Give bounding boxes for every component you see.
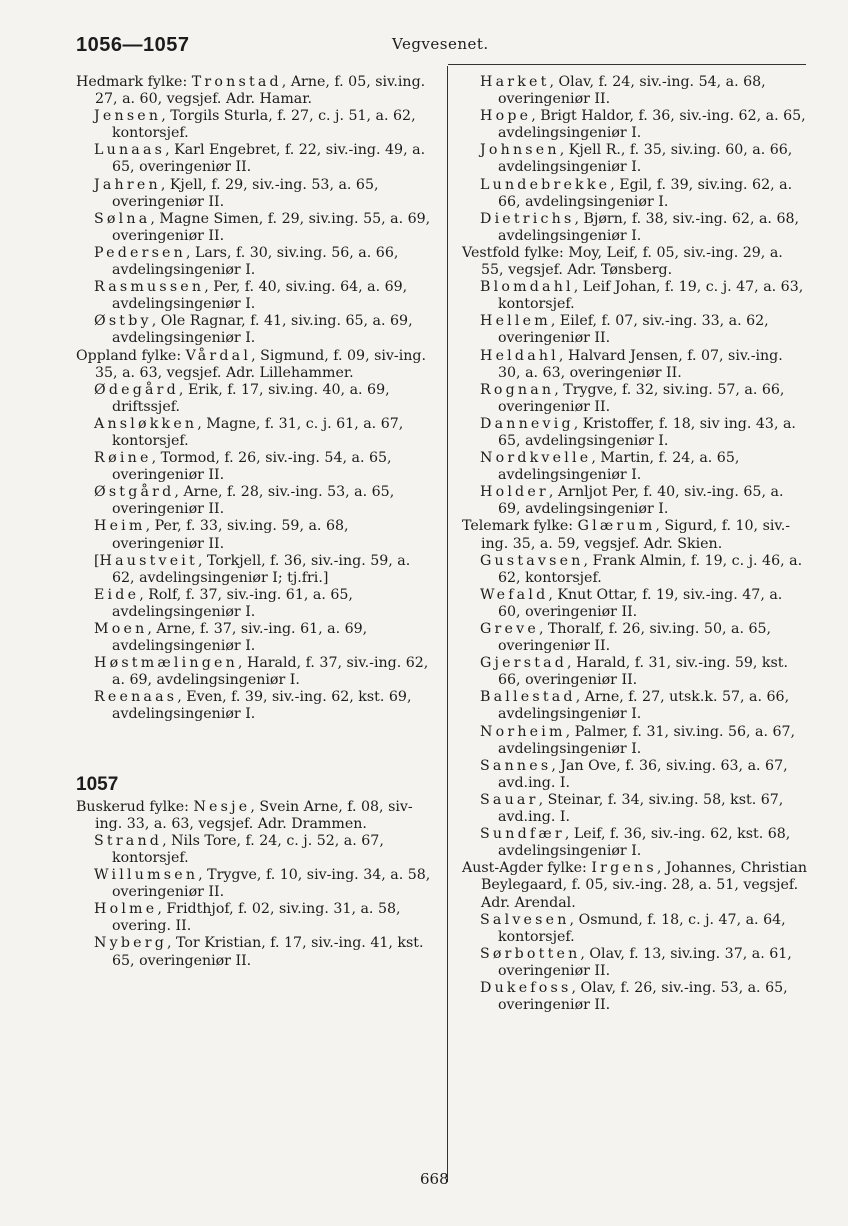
staff-entry xyxy=(76,382,433,416)
entry-details: , Tor Kristian, f. 17, siv.-ing. 41, kst. 65, overingeniør II. xyxy=(112,935,424,969)
staff-entry xyxy=(76,211,433,245)
entry-details: , Tormod, f. 26, siv.-ing. 54, a. 65, overingeniør II. xyxy=(112,450,392,484)
surname: Holme xyxy=(94,901,158,918)
surname: Johnsen xyxy=(480,142,560,159)
surname: Wefald xyxy=(480,586,549,603)
staff-entry xyxy=(462,211,808,245)
staff-entry xyxy=(76,177,433,211)
entry-details: , Svein Arne, f. 08, siv-ing. 33, a. 63, vegsjef. Adr. Drammen. xyxy=(95,798,413,832)
left-column xyxy=(76,74,433,970)
entry-details: , Steinar, f. 34, siv.ing. 58, kst. 67, avd.ing. I. xyxy=(498,791,784,826)
staff-entry xyxy=(462,724,808,758)
surname: Haustveit xyxy=(99,552,198,569)
page-number: 668 xyxy=(420,1170,449,1188)
page-range-header: 1056—1057 xyxy=(76,34,190,56)
staff-entry xyxy=(462,313,808,347)
entry-details: , Olav, f. 26, siv.-ing. 53, a. 65, overingeniør II. xyxy=(498,979,788,1014)
entry-details: , Magne, f. 31, c. j. 61, a. 67, kontorsjef. xyxy=(112,415,404,449)
surname: Dukefoss xyxy=(480,979,572,996)
surname: Rasmussen xyxy=(94,279,205,296)
surname: Sundfær xyxy=(480,826,565,843)
surname: Sauar xyxy=(480,791,539,808)
staff-entry xyxy=(76,313,433,347)
entry-details: , Thoralf, f. 26, siv.ing. 50, a. 65, overingeniør II. xyxy=(498,621,772,655)
staff-entry xyxy=(462,792,808,826)
staff-entry xyxy=(462,484,808,518)
staff-entry xyxy=(76,867,433,901)
surname: Lunaas xyxy=(94,142,166,159)
entry-details: , Kristoffer, f. 18, siv ing. 43, a. 65, avdelingsingeniør I. xyxy=(498,415,796,449)
staff-entry xyxy=(76,142,433,176)
staff-entry xyxy=(462,279,808,313)
surname: Jensen xyxy=(94,108,162,125)
entry-details: , Johannes, Christian Beylegaard, f. 05, siv.-ing. 28, a. 51, vegsjef. Adr. Arendal. xyxy=(481,860,808,911)
surname: Heldahl xyxy=(480,347,559,364)
entry-details: , Olav, f. 24, siv.-ing. 54, a. 68, overingeniør II. xyxy=(498,74,766,108)
surname: Reenaas xyxy=(94,689,178,706)
entry-details: , Eilef, f. 07, siv.-ing. 33, a. 62, overingeniør II. xyxy=(498,313,769,347)
staff-entry xyxy=(76,518,433,552)
entry-details: , Erik, f. 17, siv.ing. 40, a. 69, driftssjef. xyxy=(112,381,390,415)
county-entry xyxy=(462,245,808,279)
entry-details: , Per, f. 33, siv.ing. 59, a. 68, overingeniør II. xyxy=(112,518,349,552)
surname: Gjerstad xyxy=(480,655,568,672)
surname: Ballestad xyxy=(480,689,576,706)
staff-entry xyxy=(462,826,808,860)
entry-details: , Martin, f. 24, a. 65, avdelingsingeniør I. xyxy=(498,450,740,484)
staff-entry xyxy=(76,245,433,279)
surname: Nyberg xyxy=(94,935,167,952)
entry-details: , Torgils Sturla, f. 27, c. j. 51, a. 62, kontorsjef. xyxy=(112,108,416,142)
entry-details: , Arne, f. 27, utsk.k. 57, a. 66, avdelingsingeniør I. xyxy=(498,689,790,723)
surname: Ansløkken xyxy=(94,415,198,432)
entry-details: , Lars, f. 30, siv.ing. 56, a. 66, avdelingsingeniør I. xyxy=(112,244,399,279)
surname: Østgård xyxy=(94,484,175,501)
surname: Holder xyxy=(480,484,549,501)
surname: Rognan xyxy=(480,381,555,398)
staff-entry xyxy=(462,142,808,176)
county-label: Hedmark fylke: xyxy=(76,74,192,90)
surname: Willumsen xyxy=(94,867,199,884)
county-label: Aust-Agder fylke: xyxy=(462,860,592,877)
entry-details: , Even, f. 39, siv.-ing. 62, kst. 69, avdelingsingeniør I. xyxy=(112,689,412,723)
surname: Dannevig xyxy=(480,415,574,432)
staff-entry xyxy=(462,108,808,142)
entry-details: , Fridthjof, f. 02, siv.ing. 31, a. 58, overing. II. xyxy=(112,901,401,935)
staff-entry xyxy=(462,980,808,1014)
surname: Dietrichs xyxy=(480,210,575,227)
staff-entry xyxy=(462,450,808,484)
entry-details: , Rolf, f. 37, siv.-ing. 61, a. 65, avdelingsingeniør I. xyxy=(112,586,353,620)
surname: Vårdal xyxy=(185,347,252,364)
entry-details: , Leif Johan, f. 19, c. j. 47, a. 63, kontorsjef. xyxy=(498,279,804,313)
entry-prefix: [ xyxy=(94,552,100,569)
surname: Hellem xyxy=(480,313,551,330)
entry-details: , Bjørn, f. 38, siv.-ing. 62, a. 68, avdelingsingeniør I. xyxy=(498,210,800,244)
running-title: Vegvesenet. xyxy=(392,35,489,53)
staff-entry xyxy=(462,912,808,946)
staff-entry xyxy=(76,416,433,450)
entry-details: , Olav, f. 13, siv.ing. 37, a. 61, overingeniør II. xyxy=(498,945,792,979)
surname: Røine xyxy=(94,450,152,467)
staff-entry xyxy=(462,177,808,211)
surname: Irgens xyxy=(591,860,657,877)
entry-details: , Egil, f. 39, siv.ing. 62, a. 66, avdelingsingeniør I. xyxy=(498,176,793,210)
entry-details: , Arne, f. 05, siv.ing. 27, a. 60, vegsjef. Adr. Hamar. xyxy=(95,74,426,108)
surname: Sørbotten xyxy=(480,945,581,962)
surname: Moen xyxy=(94,621,148,637)
entry-details: , Karl Engebret, f. 22, siv.-ing. 49, a. 65, overingeniør II. xyxy=(112,142,426,176)
surname: Pedersen xyxy=(94,244,186,261)
surname: Høstmælingen xyxy=(94,655,238,672)
surname: Blomdahl xyxy=(480,279,574,296)
surname: Heim xyxy=(94,518,146,535)
entry-details: , Leif, f. 36, siv.-ing. 62, kst. 68, avdelingsingeniør I. xyxy=(498,826,791,860)
section-number: 1057 xyxy=(76,773,119,795)
entry-details: , Harald, f. 37, siv.-ing. 62, a. 69, avdelingsingeniør I. xyxy=(112,655,429,689)
entry-details: , Trygve, f. 32, siv.ing. 57, a. 66, overingeniør II. xyxy=(498,381,785,415)
surname: Moy xyxy=(568,244,598,261)
surname: Norheim xyxy=(480,723,566,740)
staff-entry xyxy=(76,553,433,587)
column-divider xyxy=(447,66,448,1182)
staff-entry xyxy=(76,108,433,142)
entry-details: , Palmer, f. 31, siv.ing. 56, a. 67, avdelingsingeniør I. xyxy=(498,723,796,757)
staff-entry xyxy=(462,382,808,416)
county-label: Buskerud fylke: xyxy=(76,798,194,815)
surname: Eide xyxy=(94,586,140,603)
entry-details: , Torkjell, f. 36, siv.-ing. 59, a. 62, avdelingsingeniør I; tj.fri.] xyxy=(112,552,411,586)
entry-details: , Arnljot Per, f. 40, siv.-ing. 65, a. 69, avdelingsingeniør I. xyxy=(498,484,784,518)
entry-details: , Trygve, f. 10, siv-ing. 34, a. 58, overingeniør II. xyxy=(112,867,431,901)
surname: Greve xyxy=(480,621,539,637)
staff-entry xyxy=(76,587,433,621)
staff-entry xyxy=(76,901,433,935)
surname: Lundebrekke xyxy=(480,176,611,193)
entry-details: , Brigt Haldor, f. 36, siv.-ing. 62, a. 65, avdelingsingeniør I. xyxy=(498,108,806,142)
county-label: Oppland fylke: xyxy=(76,347,186,364)
surname: Sannes xyxy=(480,757,552,774)
staff-entry xyxy=(462,74,808,108)
county-entry xyxy=(76,348,433,382)
county-label: Telemark fylke: xyxy=(462,518,578,535)
surname: Salvesen xyxy=(480,911,570,928)
county-entry xyxy=(462,518,808,552)
staff-entry xyxy=(76,279,433,313)
surname: Ødegård xyxy=(94,381,179,398)
staff-entry xyxy=(462,621,808,655)
staff-entry xyxy=(462,655,808,689)
surname: Hope xyxy=(480,108,532,125)
entry-details: , Knut Ottar, f. 19, siv.-ing. 47, a. 60, overingeniør II. xyxy=(498,586,783,620)
surname: Tronstad xyxy=(191,74,282,90)
surname: Glærum xyxy=(577,518,656,535)
staff-entry xyxy=(76,833,433,867)
entry-details: , Kjell R., f. 35, siv.ing. 60, a. 66, avdelingsingeniør I. xyxy=(498,142,793,176)
staff-entry xyxy=(76,621,433,655)
staff-entry xyxy=(76,689,433,723)
entry-details: , Arne, f. 37, siv.-ing. 61, a. 69, avdelingsingeniør I. xyxy=(112,621,368,655)
surname: Nordkvelle xyxy=(480,450,592,467)
staff-entry xyxy=(462,689,808,723)
staff-entry xyxy=(462,348,808,382)
staff-entry xyxy=(462,553,808,587)
entry-details: , Ole Ragnar, f. 41, siv.ing. 65, a. 69, avdelingsingeniør I. xyxy=(112,313,413,347)
surname: Strand xyxy=(94,832,163,849)
entry-details: , Halvard Jensen, f. 07, siv.-ing. 30, a. 63, overingeniør II. xyxy=(498,347,783,381)
entry-details: , Arne, f. 28, siv.-ing. 53, a. 65, overingeniør II. xyxy=(112,484,395,518)
staff-entry xyxy=(462,587,808,621)
entry-details: , Frank Almin, f. 19, c. j. 46, a. 62, kontorsjef. xyxy=(498,552,803,586)
staff-entry xyxy=(76,655,433,689)
staff-entry xyxy=(76,935,433,969)
entry-details: , Sigurd, f. 10, siv.-ing. 35, a. 59, vegsjef. Adr. Skien. xyxy=(481,518,791,552)
staff-entry xyxy=(462,416,808,450)
header-rule xyxy=(448,64,806,65)
county-label: Vestfold fylke: xyxy=(462,244,569,261)
surname: Harket xyxy=(480,74,550,90)
county-entry xyxy=(76,799,433,833)
staff-entry xyxy=(462,946,808,980)
entry-details: , Leif, f. 05, siv.-ing. 29, a. 55, vegsjef. Adr. Tønsberg. xyxy=(481,244,783,279)
entry-details: , Magne Simen, f. 29, siv.ing. 55, a. 69, overingeniør II. xyxy=(112,210,431,244)
entry-details: , Kjell, f. 29, siv.-ing. 53, a. 65, overingeniør II. xyxy=(112,176,379,210)
surname: Østby xyxy=(94,313,152,330)
staff-entry xyxy=(462,758,808,792)
staff-entry xyxy=(76,484,433,518)
entry-details: , Per, f. 40, siv.ing. 64, a. 69, avdelingsingeniør I. xyxy=(112,279,408,313)
staff-entry xyxy=(76,450,433,484)
entry-details: , Sigmund, f. 09, siv-ing. 35, a. 63, vegsjef. Adr. Lillehammer. xyxy=(95,347,426,381)
entry-details: , Osmund, f. 18, c. j. 47, a. 64, kontorsjef. xyxy=(498,911,786,945)
entry-details: , Jan Ove, f. 36, siv.ing. 63, a. 67, avd.ing. I. xyxy=(498,757,788,791)
surname: Nesje xyxy=(193,798,251,815)
right-column xyxy=(462,74,808,1014)
surname: Jahren xyxy=(94,176,161,193)
entry-details: , Nils Tore, f. 24, c. j. 52, a. 67, kontorsjef. xyxy=(112,832,384,866)
surname: Gustavsen xyxy=(480,552,584,569)
county-entry xyxy=(462,860,808,911)
county-entry xyxy=(76,74,433,108)
surname: Sølna xyxy=(94,210,151,227)
entry-details: , Harald, f. 31, siv.-ing. 59, kst. 66, overingeniør II. xyxy=(498,655,789,689)
